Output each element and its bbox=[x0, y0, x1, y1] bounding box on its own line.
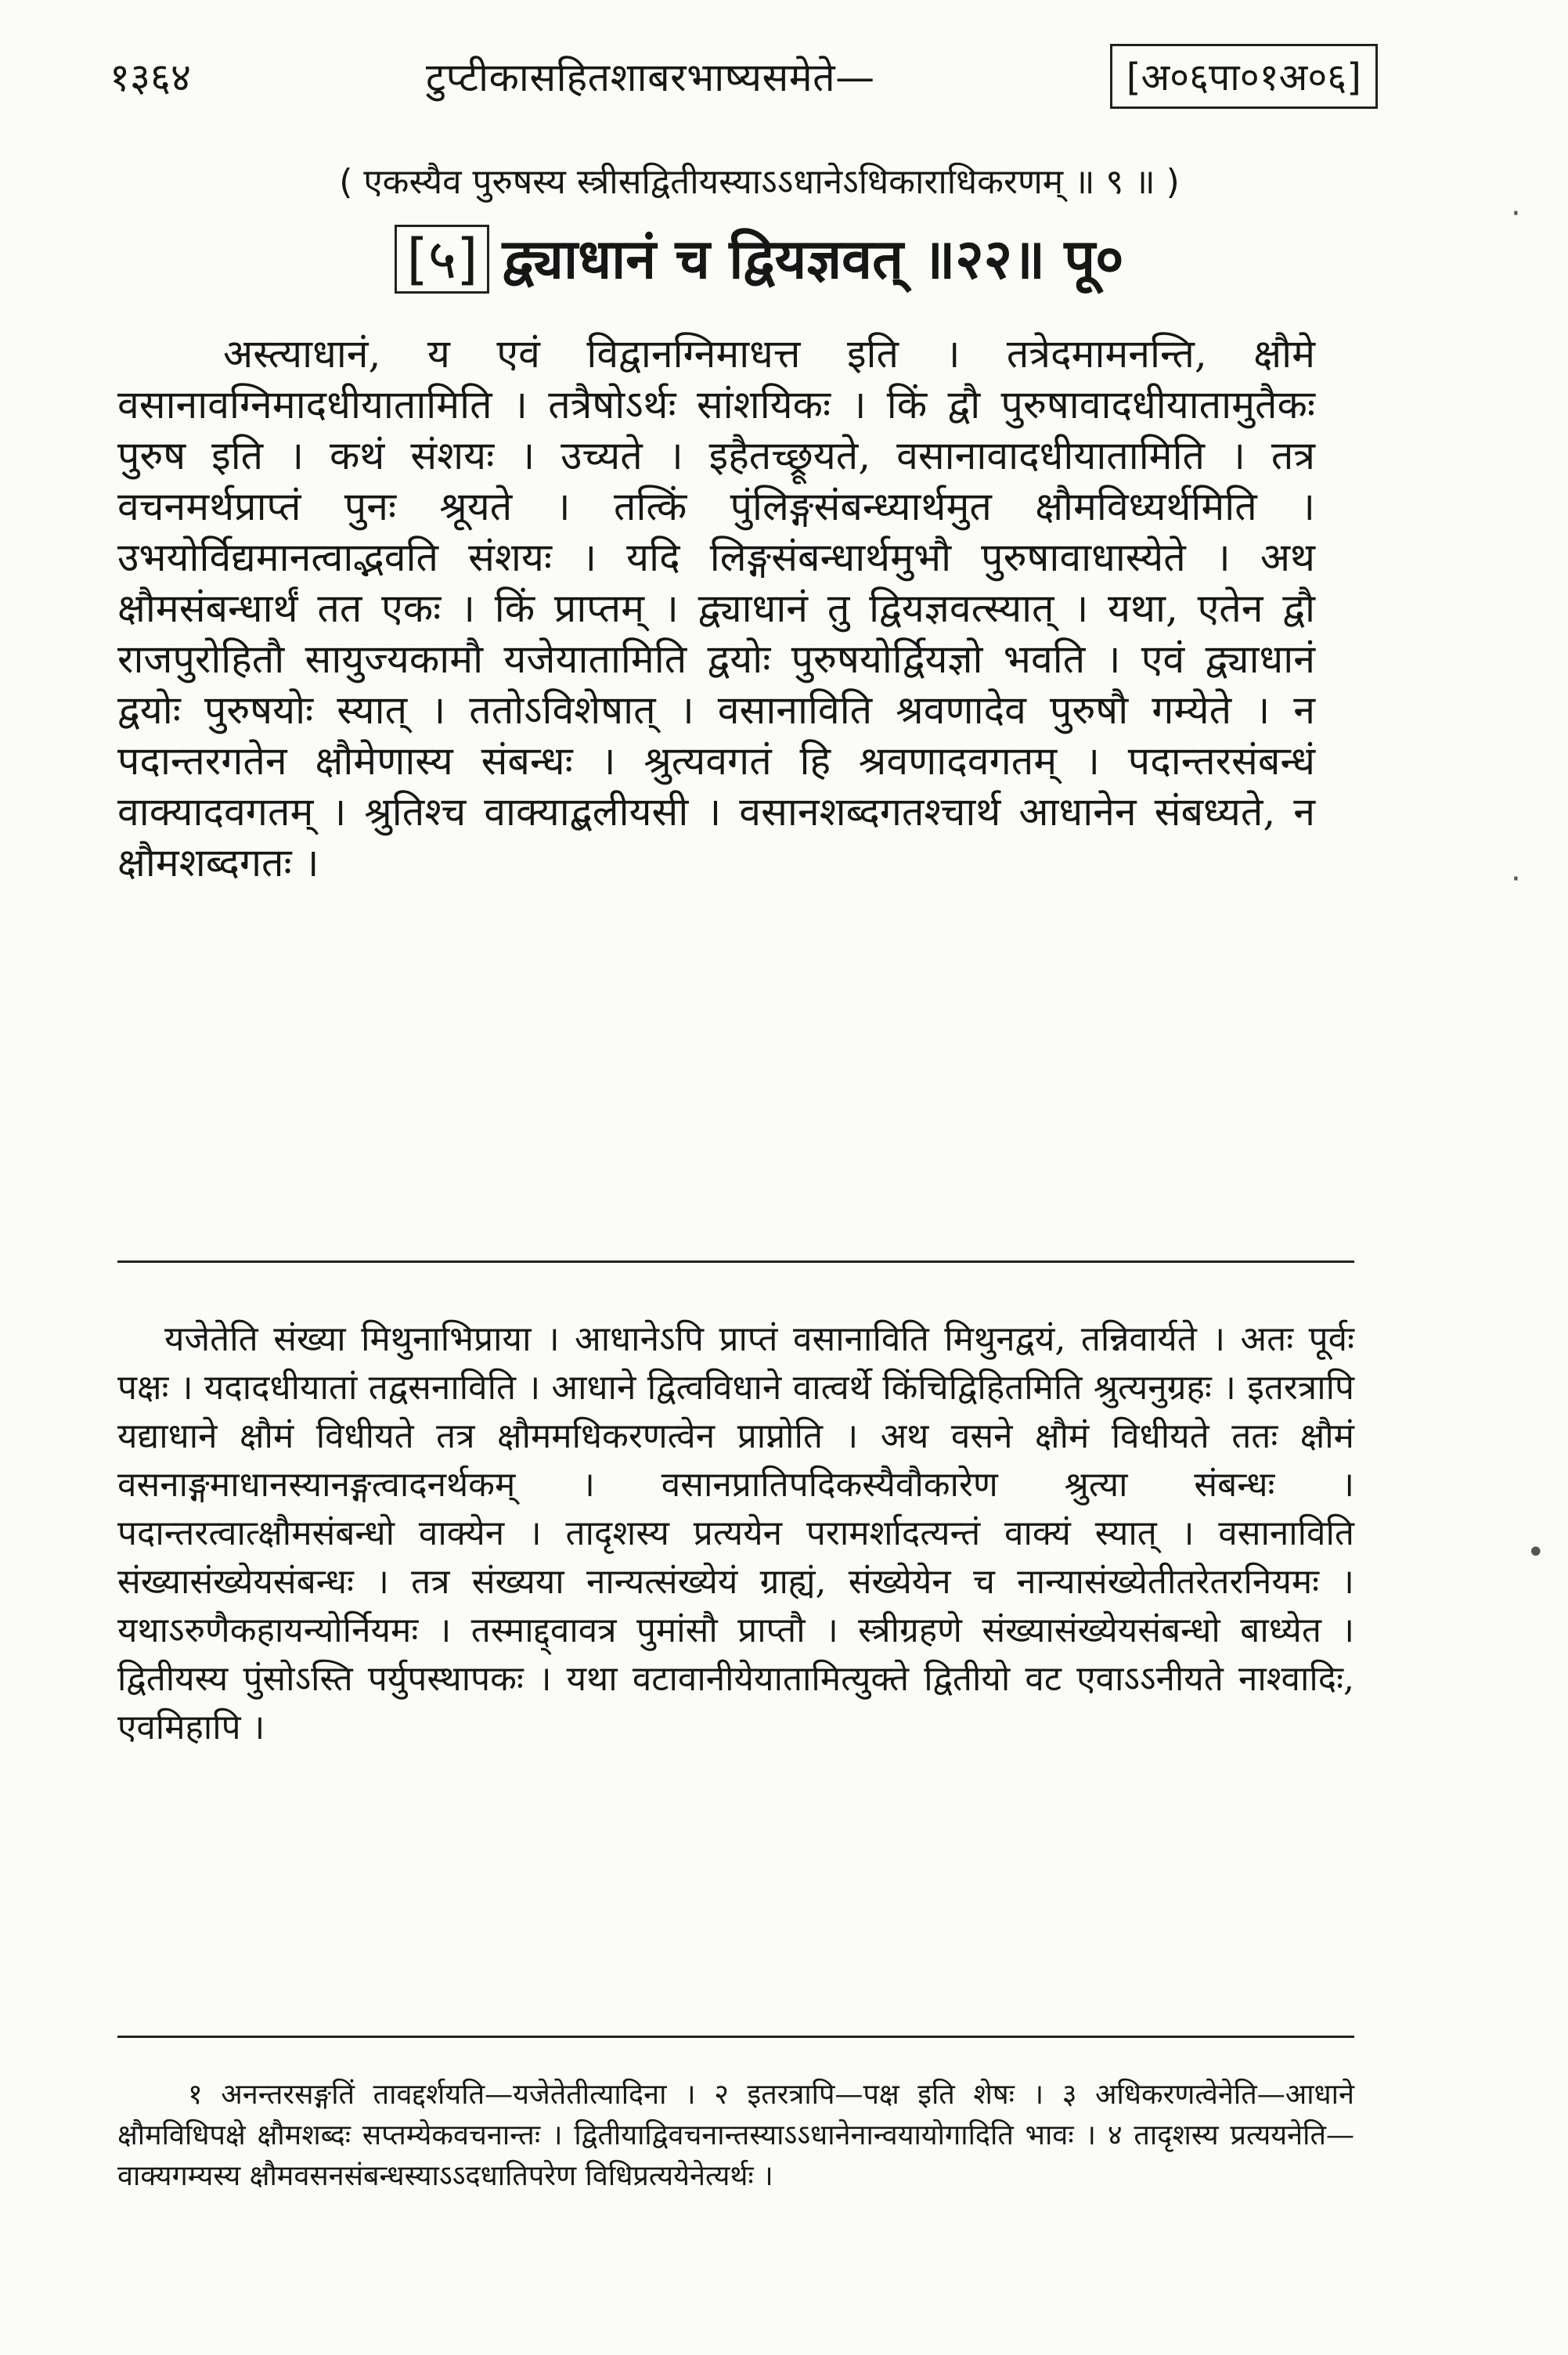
adhikarana-title: ( एकस्यैव पुरुषस्य स्त्रीसद्वितीयस्याऽऽधानेऽधिकाराधिकरणम् ॥ ९ ॥ ) bbox=[339, 162, 1180, 202]
margin-mark: • bbox=[1527, 1535, 1545, 1571]
margin-mark: · bbox=[1511, 861, 1521, 897]
bhashya-section bbox=[117, 329, 1315, 889]
sutra-text: द्व्याधानं च द्वियज्ञवत् ॥२२॥ पू० bbox=[502, 227, 1124, 291]
sutra-number: [५] bbox=[395, 225, 489, 294]
running-title: टुप्टीकासहितशाबरभाष्यसमेते— bbox=[426, 55, 875, 100]
footnote-divider bbox=[117, 2036, 1354, 2038]
margin-mark: · bbox=[1511, 196, 1521, 232]
page-header bbox=[110, 33, 1378, 119]
footnotes-section bbox=[117, 2075, 1354, 2197]
page-number: १३६४ bbox=[110, 55, 191, 100]
section-divider bbox=[117, 1260, 1354, 1263]
tuptika-paragraph: यजेतेति संख्या मिथुनाभिप्राया । आधानेऽपि प्राप्तं वसानाविति मिथुनद्वयं, तन्निवार्यते । अतः पूर्वः पक्षः । यदादधीयातां तद्वसनाविति । आधाने द्वित्वविधाने वात्वर्थे किंचिद्विहितमिति श्रुत्यनुग्रहः । इतरत्रापि यद्याधाने क्षौमं विधीयते तत्र क्षौममधिकरणत्वेन प्राप्नोति । अथ वसने क्षौमं विधीयते ततः क्षौमं वसनाङ्गमाधानस्यानङ्गत्वादनर्थकम् । वसानप्रातिपदिकस्यैवौकारेण श्रुत्या संबन्धः । पदान्तरत्वात्क्षौमसंबन्धो वाक्येन । तादृशस्य प्रत्ययेन परामर्शादत्यन्तं वाक्यं स्यात् । वसानाविति संख्यासंख्येयसंबन्धः । तत्र संख्यया नान्यत्संख्येयं ग्राह्यं, संख्येयेन च नान्यासंख्येतीतरेतरनियमः । यथाऽरुणैकहायन्योर्नियमः । तस्माद्द्वावत्र पुमांसौ प्राप्तौ । स्त्रीग्रहणे संख्यासंख्येयसंबन्धो बाध्येत । द्वितीयस्य पुंसोऽस्ति पर्युपस्थापकः । यथा वटावानीयेयातामित्युक्ते द्वितीयो वट एवाऽऽनीयते नाश्वादिः, एवमिहापि । bbox=[117, 1319, 1354, 1747]
sutra-heading bbox=[188, 219, 1331, 294]
tuptika-commentary bbox=[117, 1315, 1354, 1752]
chapter-reference: [अ०६पा०१अ०६] bbox=[1110, 44, 1378, 109]
bhashya-paragraph: अस्त्याधानं, य एवं विद्वानग्निमाधत्त इति । तत्रेदमामनन्ति, क्षौमे वसानावग्निमादधीयातामिति । तत्रैषोऽर्थः सांशयिकः । किं द्वौ पुरुषावादधीयातामुतैकः पुरुष इति । कथं संशयः । उच्यते । इहैतच्छ्रूयते, वसानावादधीयातामिति । तत्र वचनमर्थप्राप्तं पुनः श्रूयते । तत्किं पुंलिङ्गसंबन्ध्यार्थमुत क्षौमविध्यर्थमिति । उभयोर्विद्यमानत्वाद्भवति संशयः । यदि लिङ्गसंबन्धार्थमुभौ पुरुषावाधास्येते । अथ क्षौमसंबन्धार्थं तत एकः । किं प्राप्तम् । द्व्याधानं तु द्वियज्ञवत्स्यात् । यथा, एतेन द्वौ राजपुरोहितौ सायुज्यकामौ यजेयातामिति द्वयोः पुरुषयोर्द्वियज्ञो भवति । एवं द्व्याधानं द्वयोः पुरुषयोः स्यात् । ततोऽविशेषात् । वसानाविति श्रवणादेव पुरुषौ गम्येते । न पदान्तरगतेन क्षौमेणास्य संबन्धः । श्रुत्यवगतं हि श्रवणादवगतम् । पदान्तरसंबन्धं वाक्यादवगतम् । श्रुतिश्च वाक्याद्बलीयसी । वसानशब्दगतश्चार्थ आधानेन संबध्यते, न क्षौमशब्दगतः । bbox=[117, 331, 1315, 885]
footnotes-paragraph: १ अनन्तरसङ्गतिं तावद्दर्शयति—यजेतेतीत्यादिना । २ इतरत्रापि—पक्ष इति शेषः । ३ अधिकरणत्वेनेति—आधाने क्षौमविधिपक्षे क्षौमशब्दः सप्तम्येकवचनान्तः । द्वितीयाद्विवचनान्तस्याऽऽधानेनान्वयायोगादिति भावः । ४ तादृशस्य प्रत्ययनेति—वाक्यगम्यस्य क्षौमवसनसंबन्धस्याऽऽदधातिपरेण विधिप्रत्ययेनेत्यर्थः । bbox=[117, 2079, 1354, 2192]
